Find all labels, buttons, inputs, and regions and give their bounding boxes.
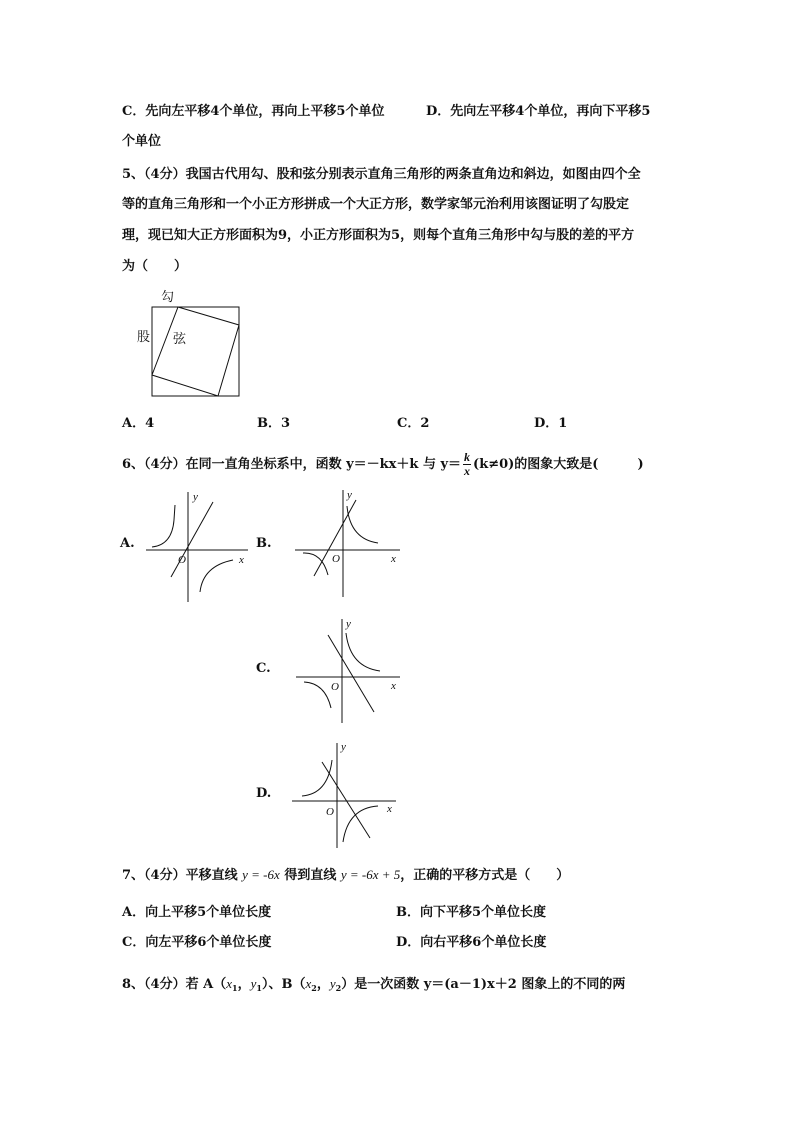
label-gu: 股 [137, 330, 151, 345]
fraction-denominator: x [464, 464, 471, 478]
q8-x2: x [305, 976, 312, 991]
q8-y1: y [250, 976, 257, 991]
q5-line2: 等的直角三角形和一个小正方形拼成一个大正方形，数学家邹元治利用该图证明了勾股定 [122, 197, 630, 212]
graph-b-y-label: y [347, 489, 352, 501]
q8-y2-sub: 2 [335, 983, 342, 993]
graph-b-x-label: x [391, 553, 396, 565]
q5-line1: 5、（4分）我国古代用勾、股和弦分别表示直角三角形的两条直角边和斜边，如图由四个全 [122, 167, 641, 182]
q6-option-d: D. [256, 786, 272, 801]
q8-x1: x [226, 976, 232, 991]
graph-d-y-label: y [341, 741, 346, 753]
fraction-numerator: k [464, 450, 471, 464]
q7-part3: ，正确的平移方式是（ ） [400, 868, 570, 883]
q7-option-b: B．向下平移5个单位长度 [396, 905, 547, 920]
q6-option-b: B. [256, 536, 272, 551]
q7-option-c: C．向左平移6个单位长度 [122, 935, 272, 950]
hyperbola-branch-upper [302, 760, 332, 796]
graph-a-x-label: x [239, 554, 244, 566]
q8-part3: ）是一次函数 y＝(a－1)x＋2 图象上的不同的两 [341, 977, 626, 992]
q5-line4: 为（ ） [122, 259, 188, 274]
q6-option-a: A. [120, 536, 135, 551]
q5-option-a: A．4 [122, 416, 155, 431]
graph-b-origin: O [332, 553, 340, 565]
q5-option-d: D．1 [534, 416, 568, 431]
graph-d-origin: O [326, 806, 334, 818]
q7-stem [122, 866, 569, 885]
q5-option-c: C．2 [397, 416, 430, 431]
option-c-text: C．先向左平移4个单位，再向上平移5个单位 [122, 104, 385, 119]
q8-comma2: ， [316, 977, 330, 992]
q5-option-b: B．3 [257, 416, 291, 431]
option-d-continuation: 个单位 [122, 134, 162, 149]
q8-x1-sub: 1 [232, 983, 238, 993]
graph-a-y-label: y [193, 491, 198, 503]
q7-expr1: y = -6x [242, 867, 280, 882]
q6-suffix: (k≠0)的图象大致是( ) [473, 457, 644, 472]
q6-option-c: C. [256, 661, 271, 676]
q8-part1: 8、（4分）若 A（ [122, 977, 227, 992]
q6-prefix: 6、（4分）在同一直角坐标系中，函数 y＝－kx＋k 与 y＝ [122, 457, 462, 472]
q8-stem [122, 975, 625, 997]
q7-option-a: A．向上平移5个单位长度 [122, 905, 272, 920]
graph-a-origin: O [178, 554, 186, 566]
q8-y2: y [329, 976, 336, 991]
hyperbola-branch-lower [343, 806, 378, 842]
graph-d-x-label: x [387, 803, 392, 815]
q7-part1: 7、（4分）平移直线 [122, 868, 238, 883]
label-gou: 勾 [161, 290, 175, 305]
option-d-text: D．先向左平移4个单位，再向下平移5 [426, 104, 651, 119]
label-xian: 弦 [173, 332, 187, 347]
q8-comma1: ， [237, 977, 251, 992]
q8-y1-sub: 1 [256, 983, 262, 993]
graph-c-y-label: y [346, 618, 351, 630]
graph-c-x-label: x [391, 680, 396, 692]
q5-line3: 理，现已知大正方形面积为9，小正方形面积为5，则每个直角三角形中勾与股的差的平方 [122, 228, 635, 243]
q7-option-d: D．向右平移6个单位长度 [396, 935, 547, 950]
q8-x2-sub: 2 [311, 983, 317, 993]
q8-part2: ）、B（ [261, 977, 306, 992]
graph-c-origin: O [331, 681, 339, 693]
q7-expr2: y = -6x + 5 [340, 867, 401, 882]
q7-part2: 得到直线 [284, 868, 337, 883]
